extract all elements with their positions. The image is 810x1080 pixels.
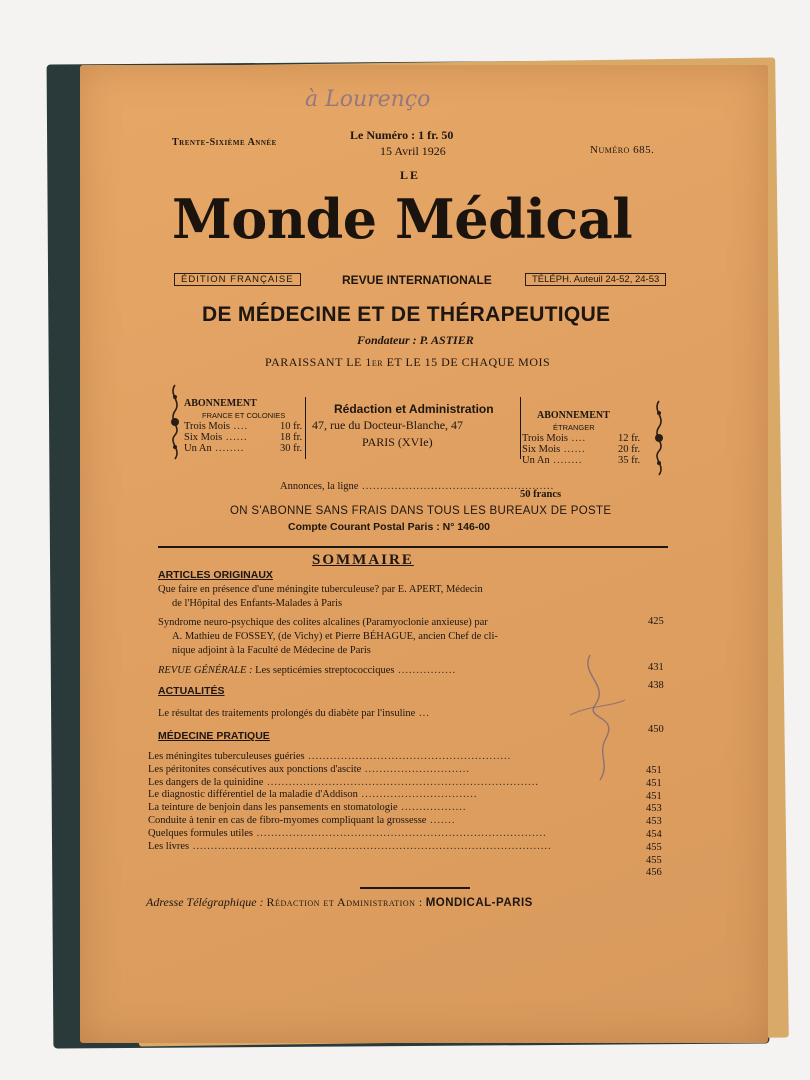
journal-cover [80,65,768,1043]
annonces-label: Annonces, la ligne [280,481,359,492]
pratique-page: 451 [646,790,662,802]
actualite-text: Le résultat des traitements prolongés du diabète par l'insuline [158,708,416,719]
journal-subtitle: DE MÉDECINE ET DE THÉRAPEUTIQUE [202,303,611,326]
year-label: Trente-Sixième Année [172,137,277,148]
article2-line3: nique adjoint à la Faculté de Médecine de Paris [172,645,371,656]
foreign-row-label: Six Mois [522,444,561,455]
postal-account: Compte Courant Postal Paris : N° 146-00 [288,521,491,533]
article1-page: 425 [648,616,664,627]
pratique-page: 453 [646,803,662,815]
foreign-row-price: 20 fr. [618,444,641,455]
pratique-item-text: Les méningites tuberculeuses guéries [148,751,305,762]
list-item: Les livres ................................................................................................... [148,840,552,852]
revue-generale-page: 438 [648,680,664,691]
telegraph-address [146,895,533,910]
pratique-item-text: Conduite à tenir en cas de fibro-myomes compliquant la grossesse [148,814,427,826]
pratique-item-text: La teinture de benjoin dans les pansements en stomatologie [148,802,398,814]
revue-generale-text: Les septicémies streptococciques [255,665,395,676]
telephone-badge: TÉLÉPH. Auteuil 24-52, 24-53 [525,273,666,286]
section-medecine-pratique: MÉDECINE PRATIQUE [158,730,270,742]
revue-generale-label: REVUE GÉNÉRALE : [158,665,253,676]
divider [305,397,306,459]
list-item: Les méningites tuberculeuses guéries ........................................................ [148,751,512,762]
divider [520,397,521,459]
telegraph-label: Adresse Télégraphique : [146,895,264,909]
revue-label: REVUE INTERNATIONALE [342,273,492,287]
postal-notice: ON S'ABONNE SANS FRAIS DANS TOUS LES BUREAUX DE POSTE [230,505,612,517]
list-item: Quelques formules utiles ................................................................................ [148,827,547,839]
list-item: Les dangers de la quinidine ........................................................................... [148,776,539,788]
edition-badge: ÉDITION FRANÇAISE [174,273,301,286]
subscription-foreign-subtitle: ÉTRANGER [553,423,595,432]
subscription-france-title: ABONNEMENT [184,398,257,409]
administration-city: PARIS (XVIe) [362,435,433,449]
foreign-row-price: 12 fr. [618,433,641,444]
list-item: Les péritonites consécutives aux ponctions d'ascite ............................. [148,763,471,775]
pratique-item-text: Quelques formules utiles [148,827,253,839]
pratique-item-text: Les péritonites consécutives aux ponctions d'ascite [148,763,362,775]
article2-page: 431 [648,662,664,673]
section-rule [158,546,668,548]
article1-line1: Que faire en présence d'une méningite tuberculeuse? par E. APERT, Médecin [158,584,483,595]
administration-title: Rédaction et Administration [334,402,494,416]
title-article: LE [400,168,421,182]
annonces-price: 50 francs [520,489,562,500]
pratique-item-text: Les livres [148,840,190,852]
france-row-price: 10 fr. [280,421,303,432]
telegraph-text: Rédaction et Administration : [266,895,423,909]
subscription-france-table: Trois Mois .... 10 fr. Six Mois ...... 18 fr. Un An ........ 30 fr. [184,421,303,454]
pratique-page: 453 [646,816,662,828]
date-label: 15 Avril 1926 [380,144,446,158]
pratique-page: 456 [646,867,662,879]
foreign-row-label: Trois Mois [522,433,569,444]
founder-label: Fondateur : P. ASTIER [357,333,474,347]
handwritten-note: à Lourenço [305,87,431,112]
list-item: La teinture de benjoin dans les pansements en stomatologie .................. [148,802,467,814]
pratique-item-text: Les dangers de la quinidine [148,776,264,788]
section-articles: ARTICLES ORIGINAUX [158,569,273,581]
price-label: Le Numéro : 1 fr. 50 [350,128,454,142]
telegraph-address-value: MONDICAL-PARIS [425,897,533,909]
issue-number: Numéro 685. [590,144,655,156]
france-row-price: 30 fr. [280,443,303,454]
pratique-page: 455 [646,841,662,853]
actualite-page: 450 [648,724,664,735]
france-row-label: Un An [184,443,212,454]
administration-address: 47, rue du Docteur-Blanche, 47 [312,418,464,432]
pratique-page: 451 [646,765,662,776]
pratique-page: 455 [646,854,662,866]
actualite-line: Le résultat des traitements prolongés du diabète par l'insuline ... [158,708,430,719]
ornament-right-icon [648,399,670,477]
section-actualites: ACTUALITÉS [158,685,225,697]
france-row-label: Six Mois [184,432,223,443]
frequency-label: PARAISSANT LE 1er ET LE 15 DE CHAQUE MOIS [265,355,551,369]
article2-line1: Syndrome neuro-psychique des colites alcalines (Paramyoclonie anxieuse) par [158,617,488,628]
subscription-france-subtitle: FRANCE ET COLONIES [202,411,286,420]
france-row-label: Trois Mois [184,421,231,432]
ornament-left-icon [164,383,186,461]
article2-line2: A. Mathieu de FOSSEY, (de Vichy) et Pierre BÉHAGUE, ancien Chef de cli- [172,631,498,642]
foreign-row-price: 35 fr. [618,455,641,466]
footer-rule [360,887,470,889]
journal-title: Monde Médical [172,187,633,251]
pratique-list [148,751,552,853]
subscription-foreign-title: ABONNEMENT [537,410,610,421]
pratique-page: 451 [646,777,662,789]
pencil-scribble-icon [550,645,650,785]
list-item: Conduite à tenir en cas de fibro-myomes compliquant la grossesse ....... [148,814,456,826]
pratique-page: 454 [646,828,662,840]
subscription-foreign-table: Trois Mois .... 12 fr. Six Mois ...... 20 fr. Un An ........ 35 fr. [522,433,641,466]
sommaire-heading: SOMMAIRE [312,552,414,568]
foreign-row-label: Un An [522,455,550,466]
article1-line2: de l'Hôpital des Enfants-Malades à Paris [172,598,343,609]
pratique-item-text: Le diagnostic différentiel de la maladie d'Addison [148,789,358,801]
list-item: Le diagnostic différentiel de la maladie d'Addison ................................ [148,789,478,801]
france-row-price: 18 fr. [280,432,303,443]
annonces-line: Annonces, la ligne ..................................................... [280,481,555,492]
revue-generale-line: REVUE GÉNÉRALE : Les septicémies streptococciques ................ [158,665,457,676]
